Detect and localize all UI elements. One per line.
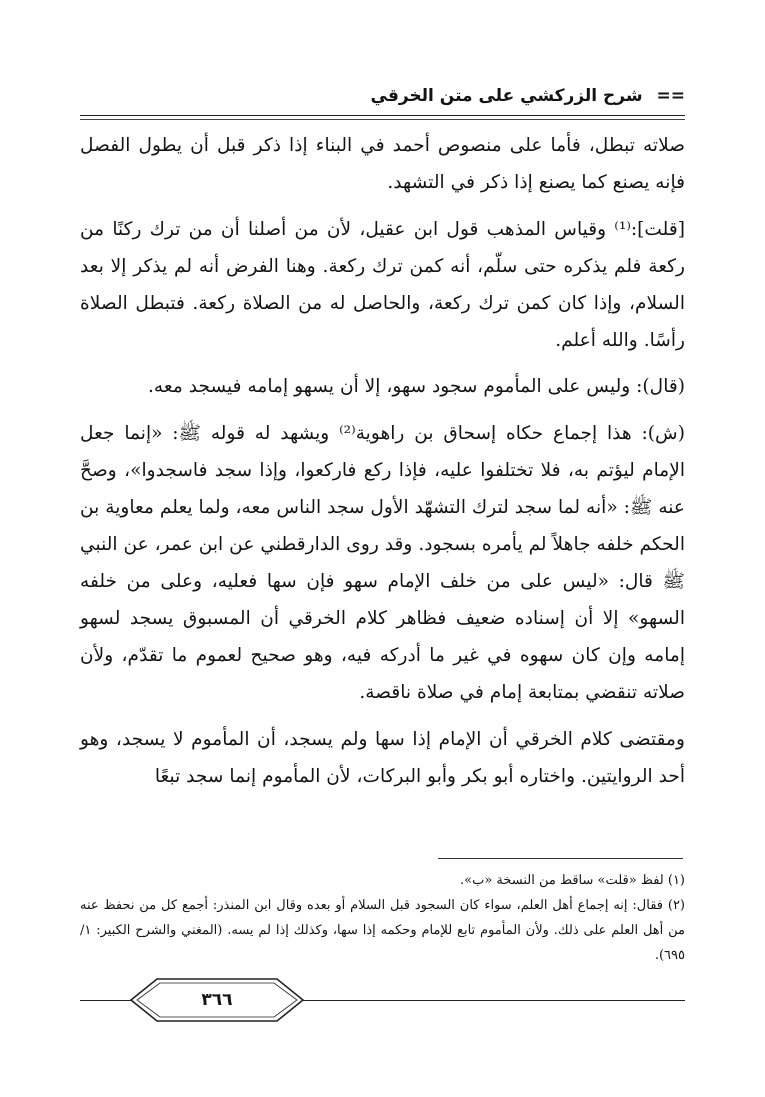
header-rule	[80, 115, 685, 116]
main-text	[80, 128, 685, 795]
paragraph: (قال): وليس على المأموم سجود سهو، إلا أن يسهو إمامه فيسجد معه.	[147, 376, 685, 398]
header-marker: ==	[656, 86, 685, 106]
footnote: (١) لفظ «قلت» ساقط من النسخة «ب».	[460, 873, 685, 888]
paragraph: صلاته تبطل، فأما على منصوص أحمد في البناء إذا ذكر قبل أن يطول الفصل فإنه يصنع كما يصنع إذا ذكر في التشهد.	[80, 135, 685, 193]
footnote: (٢) فقال: إنه إجماع أهل العلم، سواء كان السجود قبل السلام أو بعده وقال ابن المنذر: أجمع كل من نحفظ عنه من أهل العلم على ذلك. ولأن المأموم تابع للإمام وحكمه إذا سها، وكذلك إذا لم يسه. (المغني والشرح الكبير: ١/ ٦٩٥).	[80, 898, 685, 963]
paragraph: [قلت]:⁽¹⁾ وقياس المذهب قول ابن عقيل، لأن من أصلنا أن من ترك ركنًا من ركعة فلم يذكره حتى سلّم، أنه كمن ترك ركعة. وهنا الفرض أنه لم يذكر إلا بعد السلام، وإذا كان كمن ترك ركعة، والحاصل له من الصلاة ركعة. فتبطل الصلاة رأسًا. والله أعلم.	[80, 218, 685, 351]
header-rule-secondary	[80, 119, 685, 120]
running-header	[80, 86, 685, 106]
header-title: شرح الزركشي على متن الخرقي	[370, 86, 643, 106]
paragraph: ومقتضى كلام الخرقي أن الإمام إذا سها ولم يسجد، أن المأموم لا يسجد، وهو أحد الروايتين. واختاره أبو بكر وأبو البركات، لأن المأموم إنما سجد تبعًا	[80, 728, 685, 787]
paragraph: (ش): هذا إجماع حكاه إسحاق بن راهوية⁽²⁾ ويشهد له قوله ﷺ: «إنما جعل الإمام ليؤتم به، فلا تختلفوا عليه، فإذا ركع فاركعوا، وإذا سجد فاسجدوا»، وصحَّ عنه ﷺ: «أنه لما سجد لترك التشهّد الأول سجد الناس معه، ولما يعلم معاوية بن الحكم خلفه جاهلاً لم يأمره بسجود. وقد روى الدارقطني عن ابن عمر، عن النبي ﷺ قال: «ليس على من خلف الإمام سهو فإن سها فعليه، وعلى من خلفه السهو» إلا أن إسناده ضعيف فظاهر كلام الخرقي أن المسبوق يسجد لسهو إمامه وإن كان سهوه في غير ما أدركه فيه، وهو صحيح لعموم ما تقدّم، ولأن صلاته تنقضي بمتابعة إمام في صلاة ناقصة.	[80, 423, 685, 703]
footnotes	[80, 868, 685, 968]
page-number: ٣٦٦	[201, 990, 233, 1010]
footnote-separator	[438, 858, 683, 859]
